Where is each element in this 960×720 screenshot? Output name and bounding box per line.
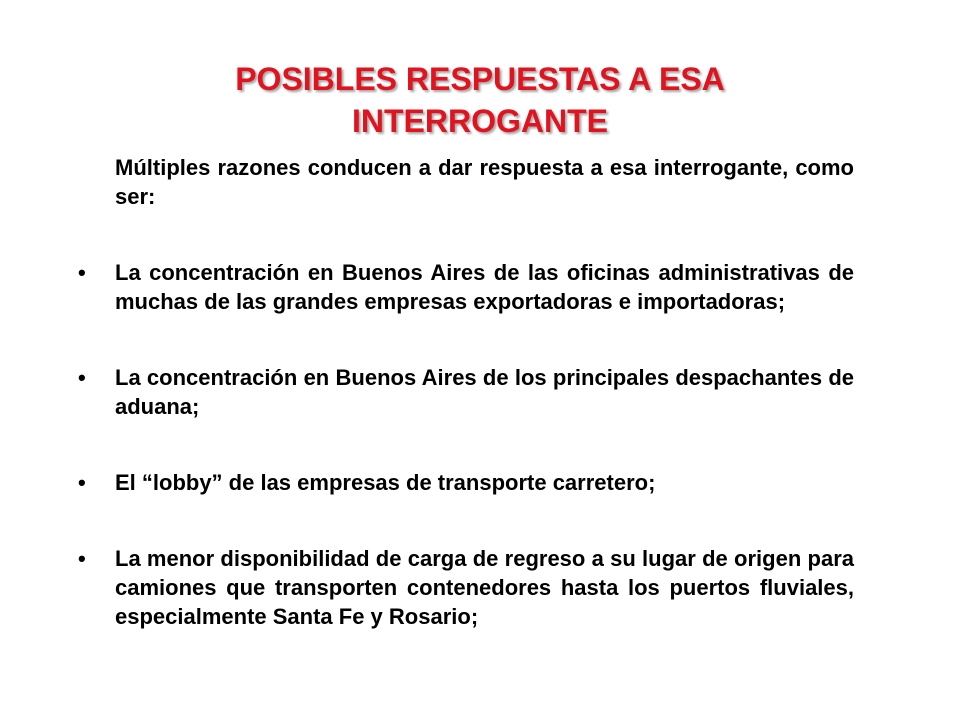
bullet-dot-icon: • bbox=[78, 470, 86, 495]
slide-title-line-2: INTERROGANTE bbox=[352, 103, 608, 139]
slide-title-line-1: POSIBLES RESPUESTAS A ESA bbox=[235, 61, 725, 97]
bullet-dot-icon: • bbox=[78, 365, 86, 390]
bullet-item bbox=[76, 468, 854, 497]
slide-title bbox=[100, 58, 860, 142]
bullet-dot-icon: • bbox=[78, 260, 86, 285]
bullet-text: La menor disponibilidad de carga de regreso a su lugar de origen para camiones que transporten contenedores hasta los puertos fluviales, especialmente Santa Fe y Rosario; bbox=[115, 546, 854, 629]
bullet-item bbox=[76, 363, 854, 421]
intro-paragraph: Múltiples razones conducen a dar respuesta a esa interrogante, como ser: bbox=[115, 155, 854, 209]
bullet-text: El “lobby” de las empresas de transporte carretero; bbox=[115, 470, 656, 495]
bullet-dot-icon: • bbox=[78, 546, 86, 571]
bullet-text: La concentración en Buenos Aires de los principales despachantes de aduana; bbox=[115, 365, 854, 419]
slide-body bbox=[76, 153, 854, 631]
bullet-item bbox=[76, 258, 854, 316]
bullet-item bbox=[76, 544, 854, 631]
bullet-text: La concentración en Buenos Aires de las oficinas administrativas de muchas de las grandes empresas exportadoras e importadoras; bbox=[115, 260, 854, 314]
